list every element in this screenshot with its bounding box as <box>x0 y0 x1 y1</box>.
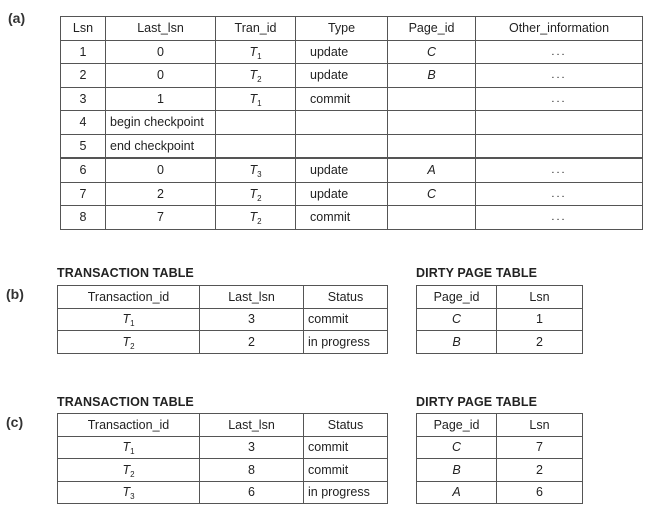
log-cell-page-id: C <box>388 182 476 206</box>
log-cell-type: update <box>296 158 388 182</box>
transaction-row <box>58 331 388 354</box>
log-cell-lsn: 6 <box>61 158 106 182</box>
transaction-symbol: T <box>249 210 258 225</box>
transaction-table-b <box>57 285 388 354</box>
tt-header-last-lsn: Last_lsn <box>200 286 304 309</box>
dirty-page-row <box>417 459 583 482</box>
transaction-subscript: 1 <box>130 319 135 329</box>
log-cell-last-lsn: 0 <box>106 158 216 182</box>
tt-cell-transaction-id <box>58 331 200 354</box>
dirty-page-table-caption-c: DIRTY PAGE TABLE <box>416 395 538 409</box>
tt-header-last-lsn: Last_lsn <box>200 414 304 437</box>
transaction-subscript: 2 <box>130 341 135 351</box>
log-cell-tran-id <box>216 87 296 111</box>
transaction-table-c <box>57 413 388 504</box>
log-cell-tran-id <box>216 182 296 206</box>
log-cell-page-id: A <box>388 158 476 182</box>
dpt-cell-page-id: B <box>417 459 497 482</box>
transaction-subscript: 2 <box>257 193 262 203</box>
log-cell-lsn: 3 <box>61 87 106 111</box>
dpt-header-lsn: Lsn <box>497 286 583 309</box>
log-cell-other <box>476 111 643 135</box>
dpt-cell-page-id: C <box>417 436 497 459</box>
log-header-type: Type <box>296 17 388 41</box>
transaction-row <box>58 436 388 459</box>
log-cell-page-id <box>388 206 476 230</box>
tt-cell-transaction-id <box>58 481 200 504</box>
log-cell-page-id <box>388 134 476 158</box>
transaction-symbol: T <box>249 44 258 59</box>
log-cell-last-lsn: end checkpoint <box>106 134 216 158</box>
tt-cell-last-lsn: 3 <box>200 436 304 459</box>
log-cell-other: ... <box>476 182 643 206</box>
transaction-subscript: 2 <box>257 75 262 85</box>
log-cell-type <box>296 134 388 158</box>
dpt-cell-page-id: C <box>417 308 497 331</box>
transaction-symbol: T <box>249 186 258 201</box>
transaction-symbol: T <box>122 462 131 477</box>
transaction-row <box>58 459 388 482</box>
transaction-header-row-c <box>58 414 388 437</box>
log-cell-tran-id <box>216 206 296 230</box>
log-row <box>61 158 643 182</box>
dirty-header-row-c <box>417 414 583 437</box>
log-cell-other: ... <box>476 40 643 64</box>
transaction-subscript: 2 <box>130 469 135 479</box>
log-row <box>61 64 643 88</box>
log-cell-page-id <box>388 111 476 135</box>
tt-cell-status: commit <box>304 459 388 482</box>
log-cell-tran-id <box>216 111 296 135</box>
dirty-page-table-b <box>416 285 583 354</box>
dpt-cell-lsn: 2 <box>497 459 583 482</box>
panel-label-b: (b) <box>6 286 24 302</box>
tt-header-status: Status <box>304 414 388 437</box>
log-cell-type: commit <box>296 87 388 111</box>
tt-header-transaction-id: Transaction_id <box>58 286 200 309</box>
log-cell-other <box>476 134 643 158</box>
tt-cell-transaction-id <box>58 459 200 482</box>
log-row <box>61 206 643 230</box>
dpt-cell-lsn: 2 <box>497 331 583 354</box>
transaction-subscript: 1 <box>257 51 262 61</box>
log-cell-lsn: 1 <box>61 40 106 64</box>
dirty-page-row <box>417 331 583 354</box>
dpt-header-page-id: Page_id <box>417 286 497 309</box>
log-header-row <box>61 17 643 41</box>
log-row <box>61 87 643 111</box>
transaction-symbol: T <box>122 440 131 455</box>
tt-cell-status: commit <box>304 436 388 459</box>
transaction-symbol: T <box>249 68 258 83</box>
transaction-subscript: 3 <box>257 170 262 180</box>
log-cell-lsn: 2 <box>61 64 106 88</box>
log-cell-other: ... <box>476 64 643 88</box>
dirty-header-row-b <box>417 286 583 309</box>
transaction-symbol: T <box>249 91 258 106</box>
panel-label-c: (c) <box>6 414 24 430</box>
log-cell-tran-id <box>216 158 296 182</box>
transaction-subscript: 3 <box>130 492 135 502</box>
tt-cell-last-lsn: 8 <box>200 459 304 482</box>
transaction-symbol: T <box>122 312 131 327</box>
log-cell-other: ... <box>476 87 643 111</box>
log-header-other: Other_information <box>476 17 643 41</box>
log-cell-type <box>296 111 388 135</box>
log-cell-tran-id <box>216 64 296 88</box>
log-row <box>61 134 643 158</box>
dirty-page-table-c <box>416 413 583 504</box>
tt-cell-last-lsn: 2 <box>200 331 304 354</box>
log-cell-last-lsn: 2 <box>106 182 216 206</box>
log-cell-type: update <box>296 64 388 88</box>
dirty-page-row <box>417 481 583 504</box>
dpt-cell-lsn: 1 <box>497 308 583 331</box>
log-table <box>60 16 643 230</box>
tt-cell-status: commit <box>304 308 388 331</box>
transaction-subscript: 2 <box>257 217 262 227</box>
tt-cell-status: in progress <box>304 331 388 354</box>
transaction-symbol: T <box>122 485 131 500</box>
log-cell-page-id: C <box>388 40 476 64</box>
log-cell-last-lsn: begin checkpoint <box>106 111 216 135</box>
log-cell-lsn: 5 <box>61 134 106 158</box>
log-cell-page-id: B <box>388 64 476 88</box>
log-header-last-lsn: Last_lsn <box>106 17 216 41</box>
log-row <box>61 182 643 206</box>
dirty-page-row <box>417 308 583 331</box>
tt-cell-last-lsn: 3 <box>200 308 304 331</box>
transaction-symbol: T <box>122 334 131 349</box>
log-cell-other: ... <box>476 158 643 182</box>
panel-label-a: (a) <box>8 10 26 26</box>
transaction-table-caption-c: TRANSACTION TABLE <box>57 395 194 409</box>
dpt-cell-lsn: 6 <box>497 481 583 504</box>
dpt-header-lsn: Lsn <box>497 414 583 437</box>
log-cell-other: ... <box>476 206 643 230</box>
tt-cell-last-lsn: 6 <box>200 481 304 504</box>
log-cell-tran-id <box>216 134 296 158</box>
log-cell-type: commit <box>296 206 388 230</box>
dpt-cell-page-id: A <box>417 481 497 504</box>
transaction-subscript: 1 <box>130 447 135 457</box>
transaction-row <box>58 481 388 504</box>
log-cell-lsn: 8 <box>61 206 106 230</box>
dpt-cell-lsn: 7 <box>497 436 583 459</box>
tt-cell-transaction-id <box>58 436 200 459</box>
log-cell-lsn: 4 <box>61 111 106 135</box>
transaction-table-caption-b: TRANSACTION TABLE <box>57 266 194 280</box>
log-cell-page-id <box>388 87 476 111</box>
log-cell-tran-id <box>216 40 296 64</box>
log-row <box>61 40 643 64</box>
log-cell-last-lsn: 7 <box>106 206 216 230</box>
tt-header-status: Status <box>304 286 388 309</box>
log-cell-type: update <box>296 40 388 64</box>
transaction-symbol: T <box>249 163 258 178</box>
tt-header-transaction-id: Transaction_id <box>58 414 200 437</box>
dirty-page-row <box>417 436 583 459</box>
transaction-subscript: 1 <box>257 98 262 108</box>
dpt-cell-page-id: B <box>417 331 497 354</box>
log-cell-last-lsn: 0 <box>106 40 216 64</box>
log-cell-last-lsn: 0 <box>106 64 216 88</box>
log-cell-last-lsn: 1 <box>106 87 216 111</box>
transaction-header-row-b <box>58 286 388 309</box>
log-cell-lsn: 7 <box>61 182 106 206</box>
log-header-lsn: Lsn <box>61 17 106 41</box>
transaction-row <box>58 308 388 331</box>
log-cell-type: update <box>296 182 388 206</box>
tt-cell-status: in progress <box>304 481 388 504</box>
log-header-tran-id: Tran_id <box>216 17 296 41</box>
log-header-page-id: Page_id <box>388 17 476 41</box>
dpt-header-page-id: Page_id <box>417 414 497 437</box>
log-row <box>61 111 643 135</box>
dirty-page-table-caption-b: DIRTY PAGE TABLE <box>416 266 538 280</box>
tt-cell-transaction-id <box>58 308 200 331</box>
